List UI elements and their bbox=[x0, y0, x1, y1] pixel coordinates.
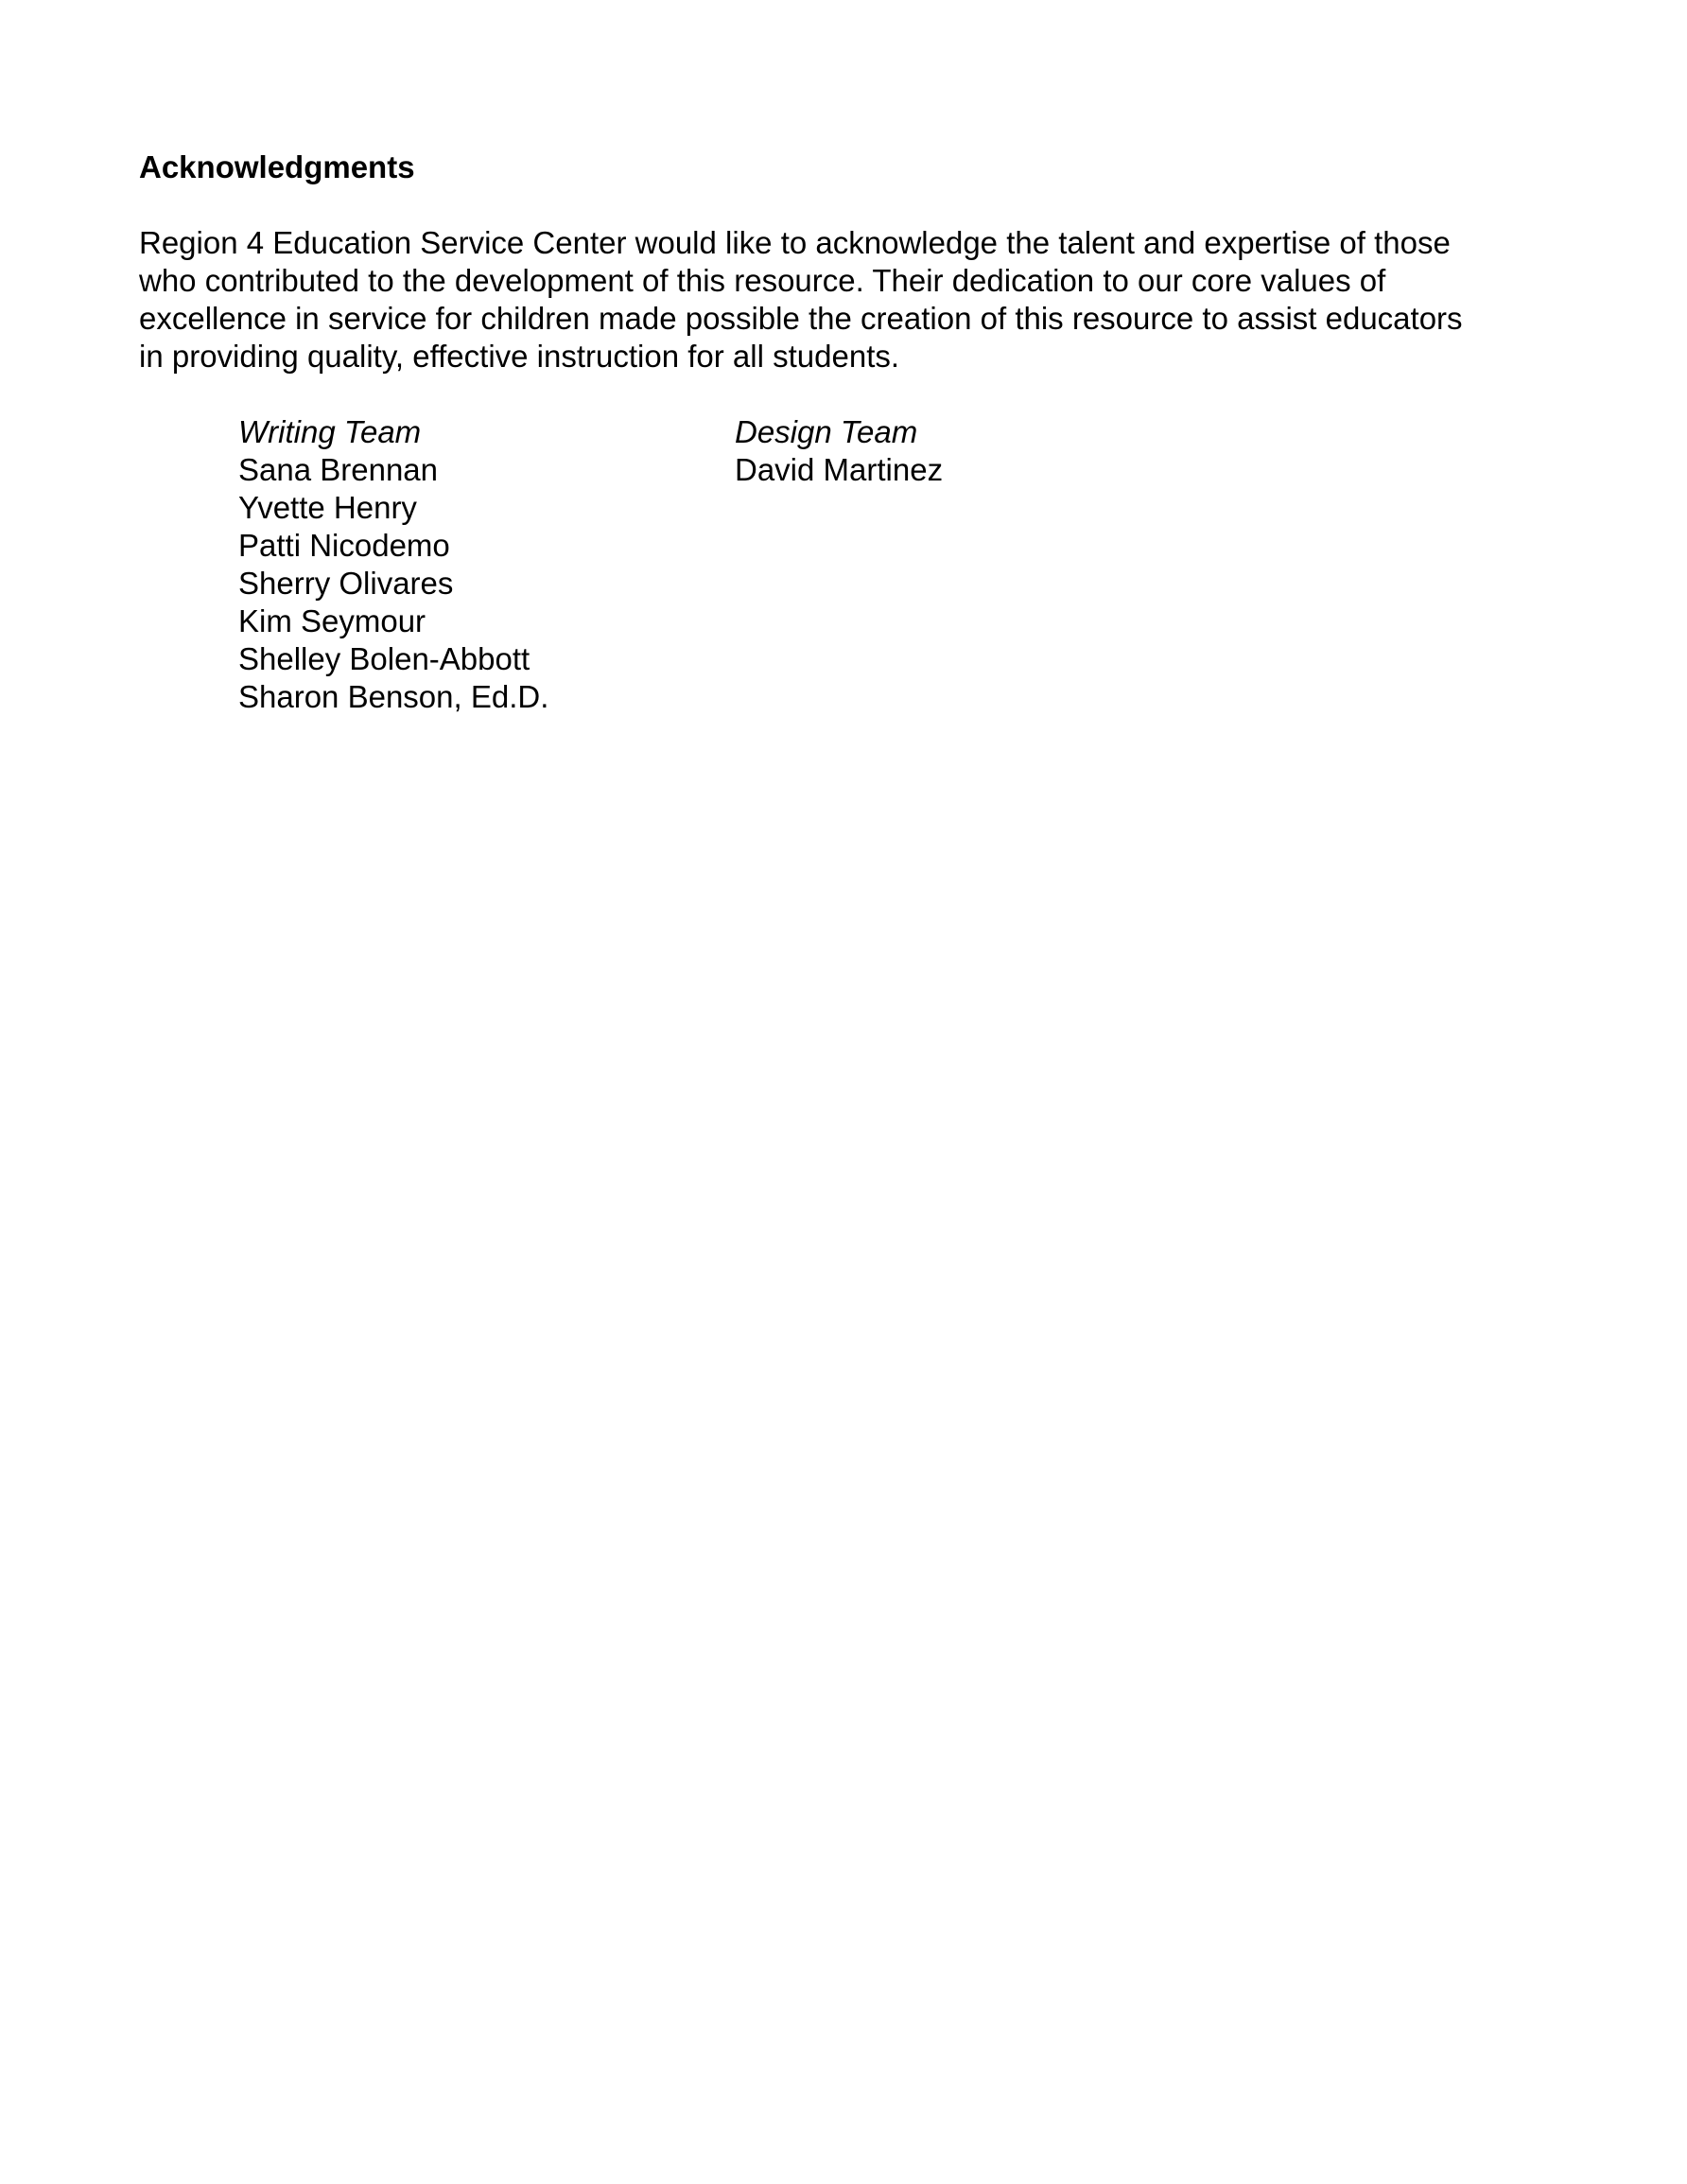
design-team-title: Design Team bbox=[735, 414, 918, 449]
paragraph-line: excellence in service for children made possible the creation of this resource to assist educators bbox=[139, 301, 1463, 336]
page-heading: Acknowledgments bbox=[139, 149, 415, 184]
team-member: Shelley Bolen-Abbott bbox=[238, 641, 530, 676]
writing-team-list bbox=[238, 413, 548, 716]
paragraph-line: Region 4 Education Service Center would like to acknowledge the talent and expertise of those bbox=[139, 225, 1451, 260]
design-team-list bbox=[735, 413, 943, 489]
team-member: Kim Seymour bbox=[238, 603, 426, 638]
team-member: Sana Brennan bbox=[238, 452, 439, 487]
team-member: Yvette Henry bbox=[238, 490, 417, 525]
writing-team-title: Writing Team bbox=[238, 414, 422, 449]
team-member: Patti Nicodemo bbox=[238, 528, 450, 563]
paragraph-line: who contributed to the development of this resource. Their dedication to our core values of bbox=[139, 263, 1386, 298]
team-member: David Martinez bbox=[735, 452, 944, 487]
paragraph-line: in providing quality, effective instruction for all students. bbox=[139, 339, 900, 374]
team-member: Sherry Olivares bbox=[238, 566, 454, 601]
acknowledgment-paragraph bbox=[139, 224, 1557, 376]
team-member: Sharon Benson, Ed.D. bbox=[238, 679, 549, 714]
